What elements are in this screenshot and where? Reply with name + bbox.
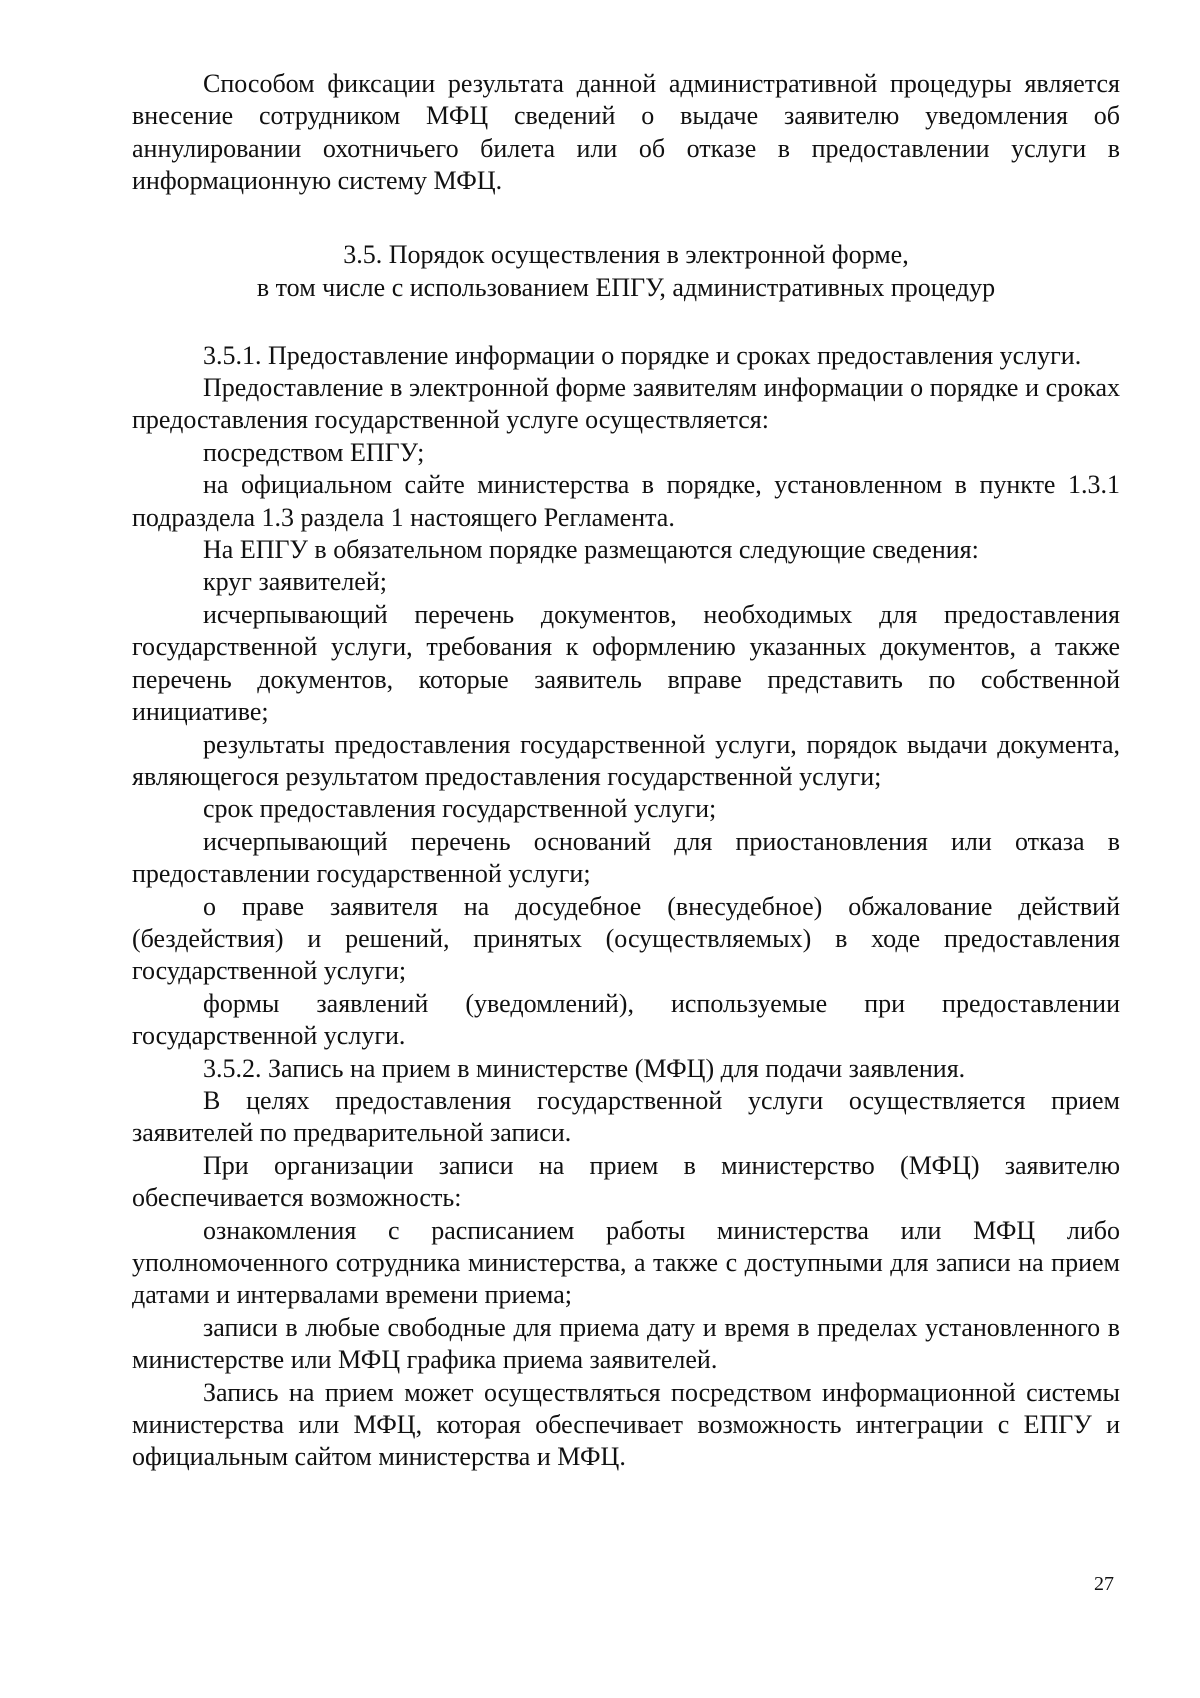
list-item: исчерпывающий перечень оснований для приостановления или отказа в предоставлении государственной услуги; (132, 826, 1120, 889)
list-item: результаты предоставления государственной услуги, порядок выдачи документа, являющегося результатом предоставления государственной услуги; (132, 729, 1120, 791)
list-item: о праве заявителя на досудебное (внесудебное) обжалование действий (бездействия) и решений, принятых (осуществляемых) в ходе предоставления государственной услуги; (132, 891, 1120, 986)
paragraph: Предоставление в электронной форме заявителям информации о порядке и сроках предоставления государственной услуге осуществляется: (132, 373, 1120, 435)
list-item: круг заявителей; (203, 567, 387, 597)
page-number: 27 (1094, 1573, 1114, 1595)
list-item: срок предоставления государственной услуги; (203, 794, 717, 824)
paragraph-3-5-1: 3.5.1. Предоставление информации о порядке и сроках предоставления услуги. (203, 340, 1082, 370)
paragraph: Запись на прием может осуществляться посредством информационной системы министерства или МФЦ, которая обеспечивает возможность интеграции с ЕПГУ и официальным сайтом министерства и МФЦ. (132, 1377, 1120, 1472)
paragraph-3-5-2: 3.5.2. Запись на прием в министерстве (МФЦ) для подачи заявления. (203, 1053, 966, 1083)
list-item: ознакомления с расписанием работы министерства или МФЦ либо уполномоченного сотрудника министерства, а также с доступными для записи на прием датами и интервалами времени приема; (132, 1215, 1120, 1310)
intro-paragraph: Способом фиксации результата данной административной процедуры является внесение сотрудником МФЦ сведений о выдаче заявителю уведомления об аннулировании охотничьего билета или об отказе в предоставлении услуги в информационную систему МФЦ. (132, 69, 1120, 196)
paragraph: При организации записи на прием в министерство (МФЦ) заявителю обеспечивается возможность: (132, 1150, 1120, 1213)
paragraph: В целях предоставления государственной услуги осуществляется прием заявителей по предварительной записи. (132, 1085, 1120, 1148)
list-item: на официальном сайте министерства в порядке, установленном в пункте 1.3.1 подраздела 1.3 раздела 1 настоящего Регламента. (132, 470, 1120, 532)
list-item: формы заявлений (уведомлений), используемые при предоставлении государственной услуги. (132, 988, 1120, 1051)
section-heading-line-1: 3.5. Порядок осуществления в электронной форме, (343, 239, 909, 269)
paragraph: На ЕПГУ в обязательном порядке размещаются следующие сведения: (203, 535, 979, 565)
list-item: посредством ЕПГУ; (203, 437, 425, 467)
section-heading-line-2: в том числе с использованием ЕПГУ, административных процедур (256, 272, 996, 302)
list-item: исчерпывающий перечень документов, необходимых для предоставления государственной услуги, требования к оформлению указанных документов, а также перечень документов, которые заявитель вправе представить по собственной инициативе; (132, 599, 1120, 727)
section-heading (132, 238, 1120, 304)
document-page (132, 68, 1120, 1474)
list-item: записи в любые свободные для приема дату и время в пределах установленного в министерстве или МФЦ графика приема заявителей. (132, 1312, 1120, 1375)
